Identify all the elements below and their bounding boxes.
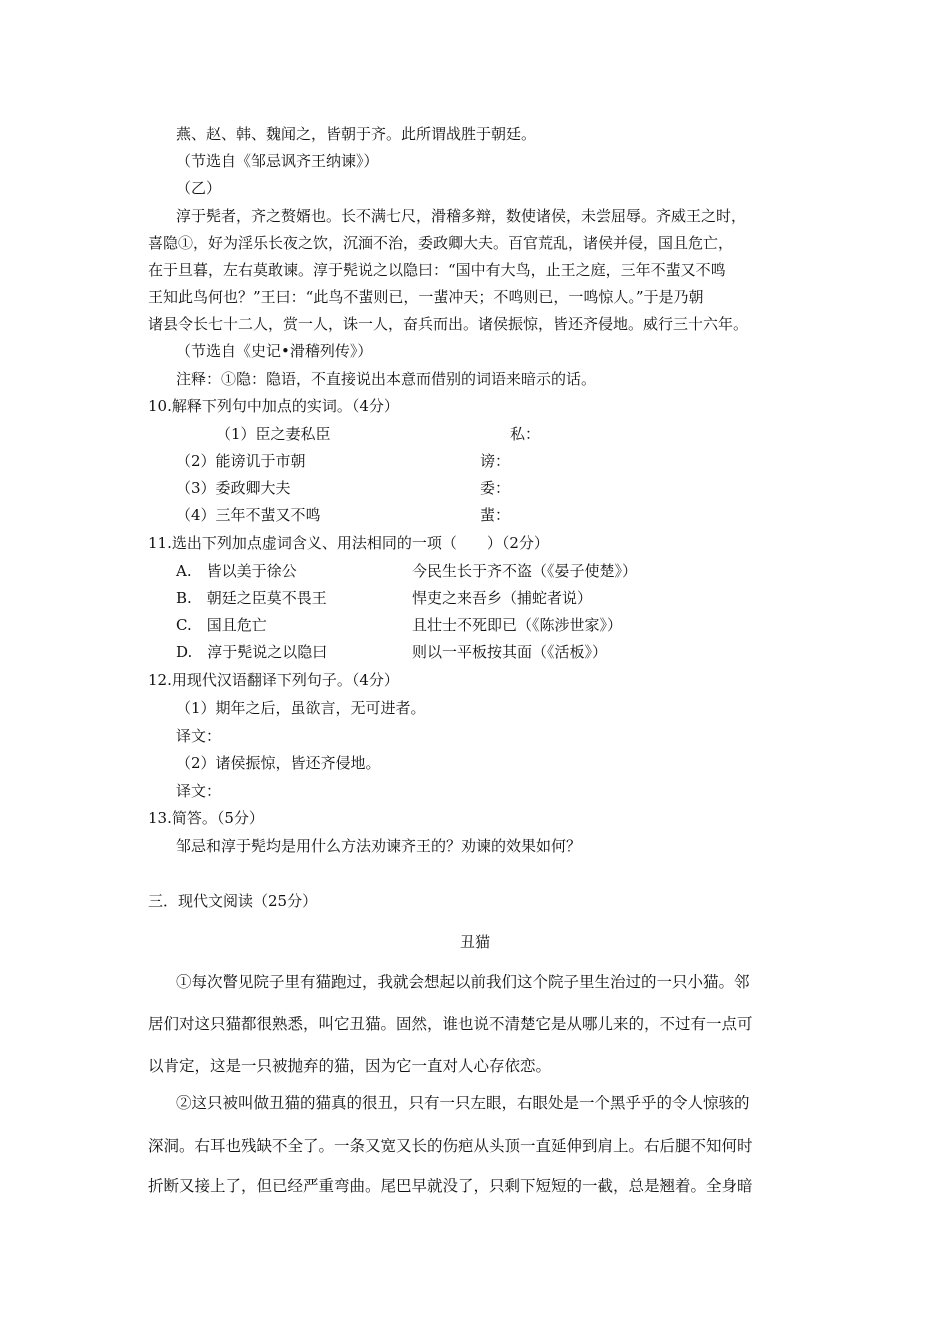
passage-yi-label: （乙） xyxy=(176,179,222,197)
passage-yi-line: 在于旦暮，左右莫敢谏。淳于髡说之以隐曰：“国中有大鸟，止王之庭，三年不蜚又不鸣 xyxy=(148,261,726,279)
question-11-option-pair: 且壮士不死即已（《陈涉世家》） xyxy=(412,616,623,634)
section-3-heading: 三．现代文阅读（25分） xyxy=(148,892,318,910)
question-12-title: 12.用现代汉语翻译下列句子。（4分） xyxy=(148,671,399,689)
passage-yi-source: （节选自《史记•滑稽列传》） xyxy=(176,342,373,360)
question-11-option-pair: 今民生长于齐不盗（《晏子使楚》） xyxy=(412,562,638,580)
question-10-answer-label: 谤： xyxy=(480,452,511,470)
question-11-title: 11.选出下列加点虚词含义、用法相同的一项（ ）（2分） xyxy=(148,534,549,552)
question-12-sentence-2: （2）诸侯振惊，皆还齐侵地。 xyxy=(176,754,381,772)
question-11-option: D. 淳于髡说之以隐曰 xyxy=(176,643,328,661)
article-line: 以肯定，这是一只被抛弃的猫，因为它一直对人心存依恋。 xyxy=(148,1057,552,1075)
question-13-title: 13.简答。（5分） xyxy=(148,809,264,827)
article-line: ①每次瞥见院子里有猫跑过，我就会想起以前我们这个院子里生治过的一只小猫。邻 xyxy=(176,973,750,991)
question-10-item: （1）臣之妻私臣 xyxy=(216,425,331,443)
passage-yi-line: 诸县令长七十二人，赏一人，诛一人，奋兵而出。诸侯振惊，皆还齐侵地。威行三十六年。 xyxy=(148,315,749,333)
question-11-option: A. 皆以美于徐公 xyxy=(176,562,297,580)
question-10-answer-label: 私： xyxy=(510,425,541,443)
question-11-option-pair: 悍吏之来吾乡（捕蛇者说） xyxy=(412,589,593,607)
question-10-item: （2）能谤讥于市朝 xyxy=(176,452,306,470)
question-10-answer-label: 蜚： xyxy=(480,506,511,524)
passage-yi-line: 喜隐①，好为淫乐长夜之饮，沉湎不治，委政卿大夫。百官荒乱，诸侯并侵，国且危亡， xyxy=(148,234,734,252)
article-line: 深洞。右耳也残缺不全了。一条又宽又长的伤疤从头顶一直延伸到肩上。右后腿不知何时 xyxy=(148,1137,753,1155)
article-title: 丑猫 xyxy=(459,933,490,951)
question-13-text: 邹忌和淳于髡均是用什么方法劝谏齐王的？劝谏的效果如何？ xyxy=(176,837,582,855)
question-10-answer-label: 委： xyxy=(480,479,511,497)
question-12-translation-label: 译文： xyxy=(176,782,222,800)
passage-jia-last-line: 燕、赵、韩、魏闻之，皆朝于齐。此所谓战胜于朝廷。 xyxy=(176,125,537,143)
passage-yi-line: 王知此鸟何也？”王曰：“此鸟不蜚则已，一蜚冲天；不鸣则已，一鸣惊人。”于是乃朝 xyxy=(148,288,704,306)
passage-yi-note: 注释：①隐：隐语，不直接说出本意而借别的词语来暗示的话。 xyxy=(176,370,597,388)
question-11-option: C. 国且危亡 xyxy=(176,616,267,634)
passage-jia-source: （节选自《邹忌讽齐王纳谏》） xyxy=(176,152,379,170)
question-12-sentence-1: （1）期年之后，虽欲言，无可进者。 xyxy=(176,699,426,717)
article-line: 居们对这只猫都很熟悉，叫它丑猫。固然，谁也说不清楚它是从哪儿来的，不过有一点可 xyxy=(148,1015,753,1033)
question-11-option: B. 朝廷之臣莫不畏王 xyxy=(176,589,327,607)
article-line: 折断又接上了，但已经严重弯曲。尾巴早就没了，只剩下短短的一截，总是翘着。全身暗 xyxy=(148,1177,753,1195)
question-10-item: （3）委政卿大夫 xyxy=(176,479,291,497)
question-12-translation-label: 译文： xyxy=(176,727,222,745)
question-11-option-pair: 则以一平板按其面（《活板》） xyxy=(412,643,608,661)
question-10-item: （4）三年不蜚又不鸣 xyxy=(176,506,321,524)
question-10-title: 10.解释下列句中加点的实词。（4分） xyxy=(148,397,399,415)
passage-yi-line: 淳于髡者，齐之赘婿也。长不满七尺，滑稽多辩，数使诸侯，未尝屈辱。齐威王之时， xyxy=(176,207,747,225)
article-line: ②这只被叫做丑猫的猫真的很丑，只有一只左眼，右眼处是一个黑乎乎的令人惊骇的 xyxy=(176,1094,750,1112)
